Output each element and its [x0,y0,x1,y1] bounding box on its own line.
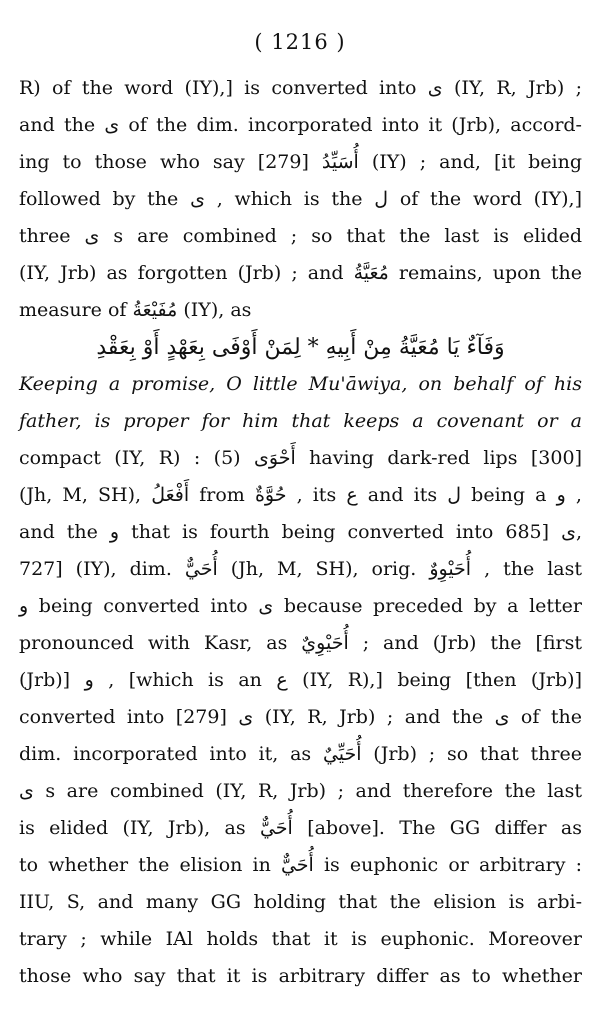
text-line: and the ى of the dim. incorporated into it (Jrb), accord- [19,114,582,136]
text-line: R) of the word (IY),] is converted into ى (IY, R, Jrb) ; [19,77,583,99]
text-line: is elided (IY, Jrb), as أُحَيٌّ [above]. The GG differ as [19,817,582,839]
text-line: followed by the ى , which is the ل of the word (IY),] [19,188,582,210]
text-line: those who say that it is arbitrary differ as to whether [19,965,582,987]
text-line: pronounced with Kasr, as أُحَيْوِيٌ ; and (Jrb) the [first [19,632,582,654]
arabic-verse: وَفَآءٌ يَا مُعَيَّةُ مِنْ أَبِيهِ * لِمَنْ أَوْفَى بِعَهْدٍ أَوْ بِعَقْدِ [96,335,505,360]
text-line: IIU, S, and many GG holding that the elision is arbi- [19,891,582,913]
text-line: 727] (IY), dim. أُحَيٌّ (Jh, M, SH), orig. أُحَيْوِوٌ , the last [19,558,582,580]
text-line: (IY, Jrb) as forgotten (Jrb) ; and مُعَيَّةُ remains, upon the [19,262,582,284]
text-line: converted into ى [279] (IY, R, Jrb) ; and the ى of the [19,706,582,728]
text-line: ing to those who say أُسَيِّدُ [279] (IY) ; and, [it being [19,151,583,173]
body-text [19,70,582,995]
text-line: و being converted into ى because preceded by a letter [19,595,582,617]
text-line: trary ; while IAl holds that it is euphonic. Moreover [19,928,582,950]
text-line: dim. incorporated into it, as أُحَيِّيٌ (Jrb) ; so that three [19,743,582,765]
text-line: compact (IY, R) : (5) أَحْوَى having dark-red lips [300] [19,447,582,469]
text-line: to whether the elision in أُحَيٌّ is euphonic or arbitrary : [19,854,582,876]
text-line: (Jh, M, SH), أَفْعَلُ from حُوَّةٌ , its ع and its ل being a و , [19,484,582,506]
text-line: measure of مُفَيْعَةُ (IY), as [19,299,252,321]
translation-line: father, is proper for him that keeps a covenant or a [19,410,582,432]
translation-line: Keeping a promise, O little Mu'āwiya, on behalf of his [19,373,582,395]
text-line: (Jrb)] و , [which is an ع (IY, R),] being [then (Jrb)] [19,669,583,691]
text-line: three ى s are combined ; so that the last is elided [19,225,583,247]
text-line: and the و that is fourth being converted into ى [685, [19,521,582,543]
text-line: ى s are combined (IY, R, Jrb) ; and therefore the last [19,780,582,802]
page-number: ( 1216 ) [254,30,346,54]
